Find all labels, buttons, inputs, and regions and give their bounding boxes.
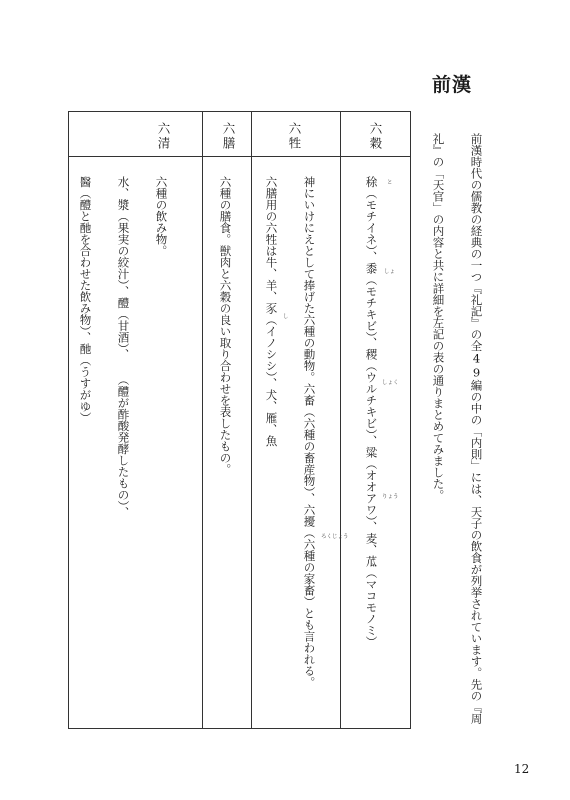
ruby-ryou: りょう bbox=[382, 494, 399, 500]
ruby-rokujou: ろくじょう bbox=[321, 534, 349, 540]
rokusei-line-2: 六膳用の六牲は牛、羊、豕（イノシシ）、犬、雁、魚 bbox=[264, 176, 279, 447]
ruby-sho: しょ bbox=[384, 269, 396, 275]
food-table bbox=[68, 111, 411, 729]
intro-line-2: 礼』の「天官」の内容と共に詳細を左記の表の通りまとめてみました。 bbox=[431, 133, 446, 501]
rokusei-line-1: 神にいけにえとして捧げた六種の動物。六畜（六種の畜産物）、六擾（六種の家畜）とも言われる。 bbox=[302, 176, 317, 688]
row-label-rikkoku: 六穀 bbox=[368, 122, 383, 151]
column-divider bbox=[202, 112, 203, 728]
page-title: 前漢 bbox=[432, 74, 473, 96]
row-label-rokuzen: 六膳 bbox=[221, 122, 236, 151]
rokusei-drinks-line-3: 醫（醴と酏を合わせた飲み物）、酏（うすがゆ） bbox=[78, 176, 93, 424]
rokusei-drinks-line-2: 水、漿（果実の絞汁）、醴（甘酒）、 （醴が酢酸発酵したもの）、 bbox=[116, 176, 131, 518]
intro-line-1: 前漢時代の儒教の経典の一つ『礼記』の全49編の中の「内則」には、天子の飲食が列挙されています。先の『周 bbox=[469, 133, 484, 725]
rokuzen-text: 六種の膳食。獣肉と六穀の良い取り合わせを表したもの。 bbox=[218, 176, 233, 475]
rikkoku-text: 稌（モチイネ）、黍（モチキビ）、稷（ウルチキビ）、粱（オオアワ）、麦、苽（マコモノミ） bbox=[364, 176, 379, 648]
ruby-to: と bbox=[387, 180, 393, 186]
ruby-shoku: しょく bbox=[382, 380, 399, 386]
page-number: 12 bbox=[514, 762, 530, 776]
row-label-rokusei: 六牲 bbox=[287, 122, 302, 151]
column-divider bbox=[251, 112, 252, 728]
column-divider bbox=[340, 112, 341, 728]
header-divider bbox=[69, 156, 410, 157]
ruby-shi: し bbox=[283, 314, 289, 320]
row-label-rokusei-drinks: 六清 bbox=[156, 122, 171, 151]
rokusei-drinks-line-1: 六種の飲み物。 bbox=[154, 176, 169, 257]
